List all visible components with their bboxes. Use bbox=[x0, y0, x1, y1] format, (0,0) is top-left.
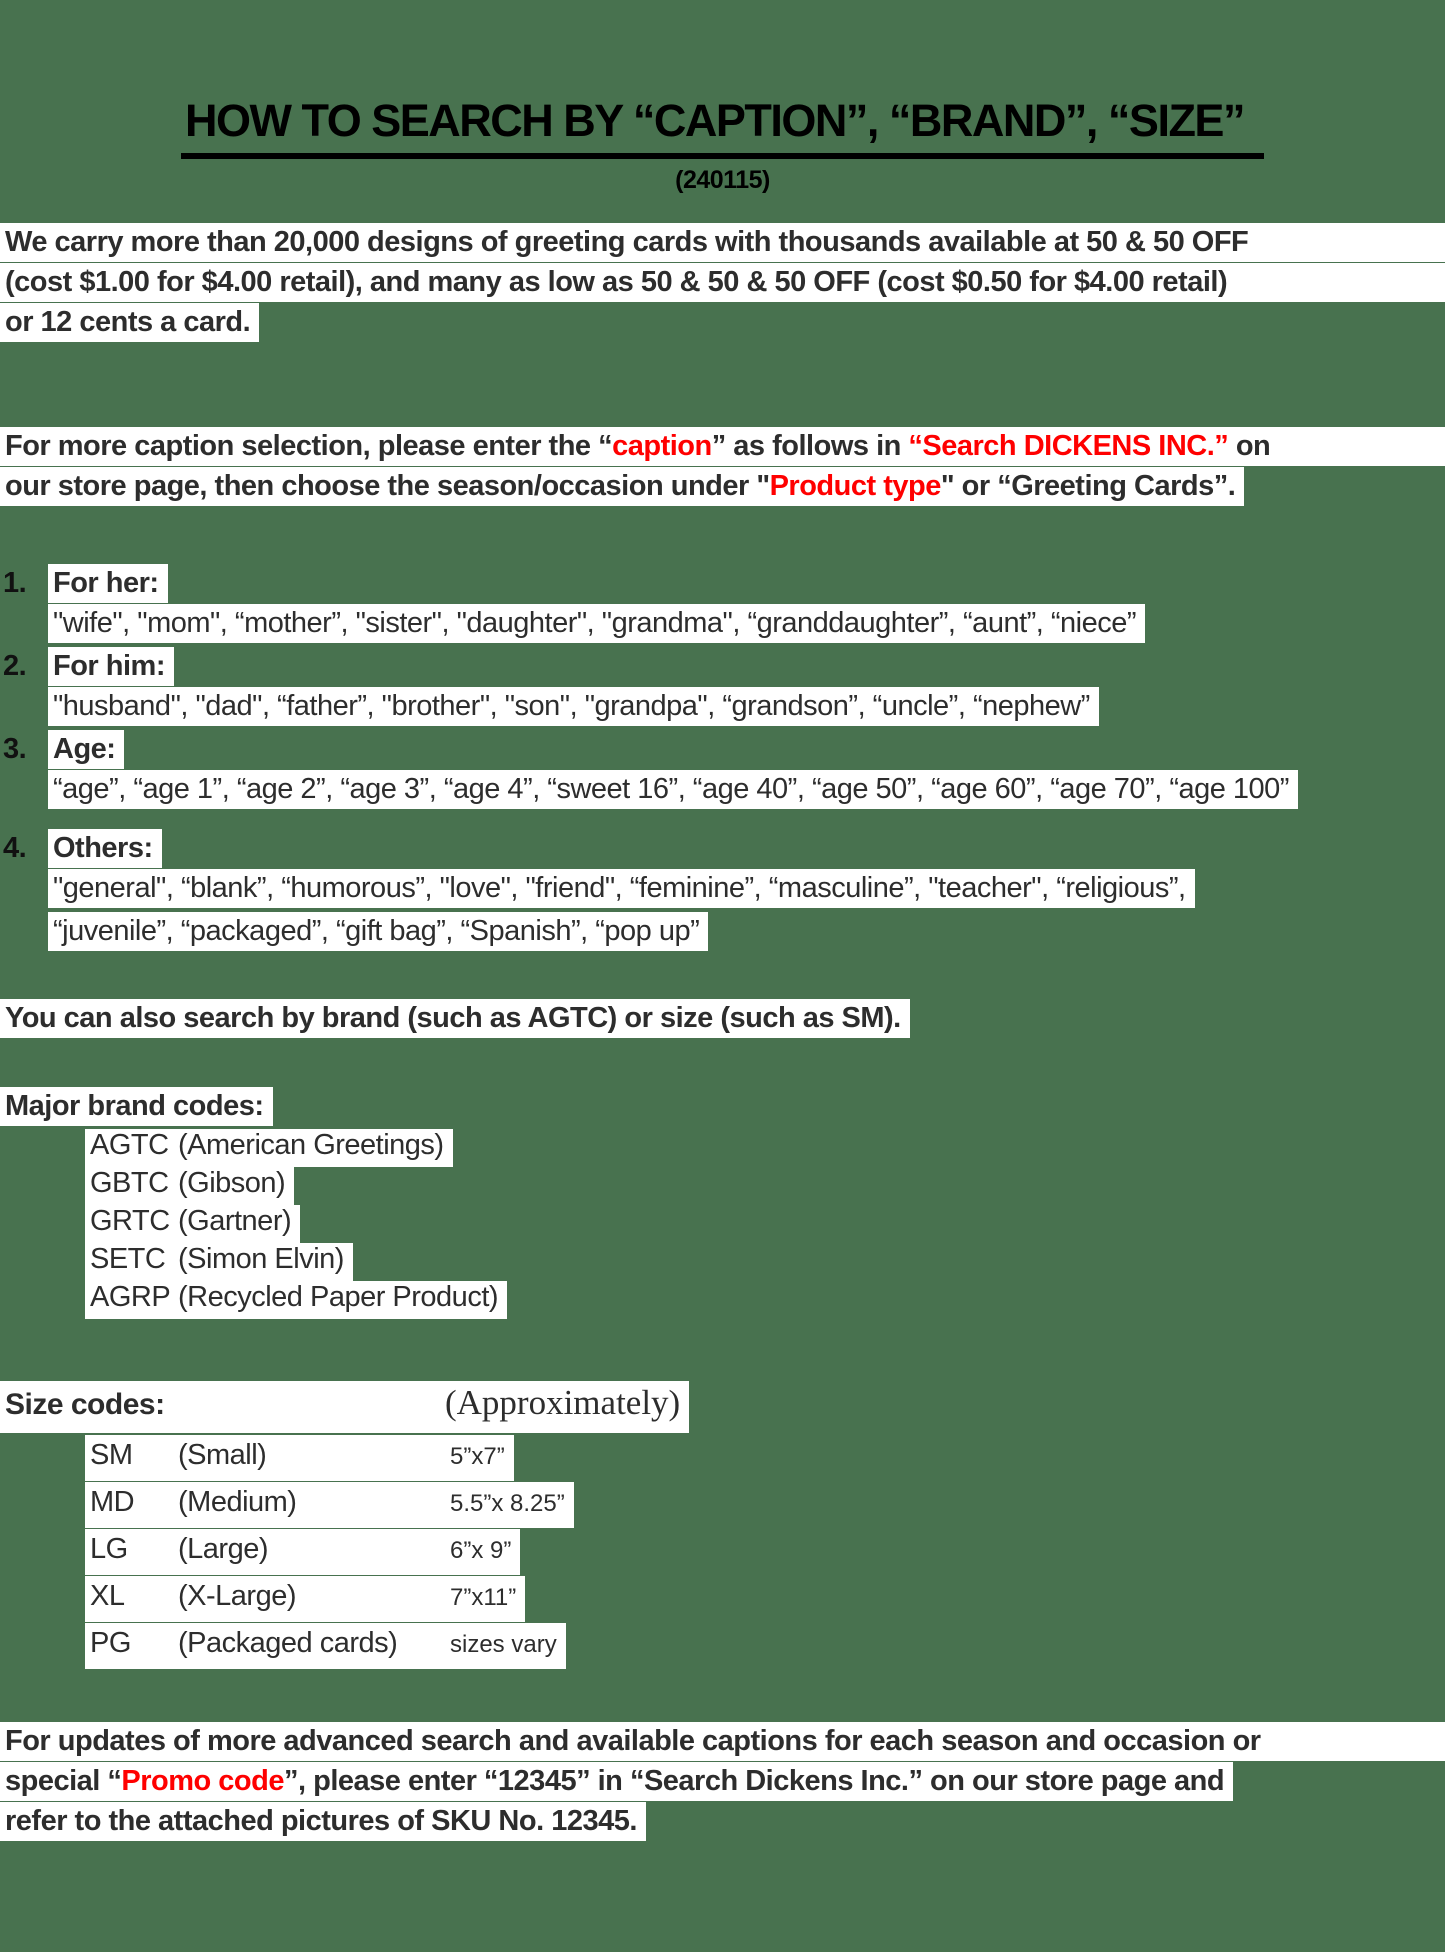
size-cell bbox=[85, 1623, 566, 1669]
brand-row bbox=[85, 1243, 1445, 1281]
promo-code-line bbox=[0, 1762, 1445, 1802]
size-dimensions: 5.5”x 8.25” bbox=[450, 1490, 565, 1517]
brand-cell bbox=[85, 1281, 507, 1319]
caption-keywords: “juvenile”, “packaged”, “gift bag”, “Spanish”, “pop up” bbox=[48, 912, 708, 951]
size-dimensions: 5”x7” bbox=[450, 1443, 505, 1470]
size-dimensions: sizes vary bbox=[450, 1631, 557, 1658]
brand-name: (American Greetings) bbox=[178, 1129, 444, 1161]
intro-line-text: We carry more than 20,000 designs of greeting cards with thousands available at 50 & 50 OFF bbox=[0, 223, 1445, 262]
caption-keywords-row bbox=[48, 770, 1445, 813]
caption-keywords-row bbox=[48, 604, 1445, 647]
list-item-header bbox=[0, 564, 1445, 604]
size-code: LG bbox=[90, 1533, 128, 1565]
size-row bbox=[85, 1529, 1445, 1576]
caption-keywords-row bbox=[48, 912, 1445, 955]
brand-codes-heading-row bbox=[0, 1087, 1445, 1127]
size-code: SM bbox=[90, 1439, 133, 1471]
size-codes-heading-row bbox=[0, 1381, 1445, 1434]
caption-instructions-paragraph bbox=[0, 427, 1445, 507]
brand-name: (Recycled Paper Product) bbox=[178, 1281, 499, 1313]
list-number: 4. bbox=[3, 832, 27, 864]
size-row bbox=[85, 1576, 1445, 1623]
size-name: (Large) bbox=[178, 1533, 268, 1565]
intro-line-text: or 12 cents a card. bbox=[0, 303, 259, 342]
list-item-header bbox=[0, 730, 1445, 770]
brand-cell bbox=[85, 1243, 353, 1281]
size-row bbox=[85, 1435, 1445, 1482]
caption-instructions-line bbox=[0, 427, 1445, 466]
list-number: 1. bbox=[3, 567, 27, 599]
size-codes-heading: Size codes: bbox=[5, 1388, 165, 1421]
brand-size-search-note-text: You can also search by brand (such as AGTC) or size (such as SM). bbox=[0, 999, 910, 1038]
brand-row bbox=[85, 1129, 1445, 1167]
size-name: (Packaged cards) bbox=[178, 1627, 398, 1659]
list-number: 3. bbox=[3, 733, 27, 765]
size-row bbox=[85, 1482, 1445, 1529]
brand-code: GBTC bbox=[90, 1167, 169, 1199]
brand-code: GRTC bbox=[90, 1205, 170, 1237]
size-code: XL bbox=[90, 1580, 125, 1612]
list-item-for-him bbox=[0, 647, 1445, 730]
caption-instructions-text: our store page, then choose the season/occasion under "Product type" or “Greeting Cards”. bbox=[0, 467, 1244, 506]
size-name: (X-Large) bbox=[178, 1580, 296, 1612]
caption-keywords-row bbox=[48, 687, 1445, 730]
list-number: 2. bbox=[3, 650, 27, 682]
size-cell bbox=[85, 1435, 514, 1481]
list-item-age bbox=[0, 730, 1445, 813]
brand-row bbox=[85, 1281, 1445, 1319]
size-name: (Small) bbox=[178, 1439, 267, 1471]
list-item-others bbox=[0, 829, 1445, 955]
intro-line-text: (cost $1.00 for $4.00 retail), and many as low as 50 & 50 & 50 OFF (cost $0.50 for $4.00 retail) bbox=[0, 263, 1445, 302]
caption-instructions-text: For more caption selection, please enter the “caption” as follows in “Search DICKENS INC.” on bbox=[0, 427, 1445, 466]
intro-line bbox=[0, 223, 1445, 262]
brand-cell bbox=[85, 1129, 453, 1167]
list-item-for-her bbox=[0, 564, 1445, 647]
caption-keywords: "general", “blank”, “humorous”, "love", "friend", “feminine”, “masculine”, "teacher", “religious”, bbox=[48, 869, 1195, 908]
size-cell bbox=[85, 1482, 574, 1528]
brand-code: AGTC bbox=[90, 1129, 169, 1161]
list-item-header bbox=[0, 647, 1445, 687]
caption-category-list bbox=[0, 564, 1445, 955]
list-label: For her: bbox=[48, 564, 168, 603]
size-cell bbox=[85, 1576, 525, 1622]
size-approx-note: (Approximately) bbox=[445, 1383, 681, 1422]
caption-instructions-line bbox=[0, 467, 1445, 507]
size-code: MD bbox=[90, 1486, 135, 1518]
size-row bbox=[85, 1623, 1445, 1670]
caption-keywords: "wife", "mom", “mother”, "sister", "daughter", "grandma", “granddaughter”, “aunt”, “niece” bbox=[48, 604, 1145, 643]
brand-row bbox=[85, 1205, 1445, 1243]
brand-name: (Simon Elvin) bbox=[178, 1243, 344, 1275]
brand-cell bbox=[85, 1205, 300, 1243]
brand-name: (Gibson) bbox=[178, 1167, 286, 1199]
page-title: HOW TO SEARCH BY “CAPTION”, “BRAND”, “SIZE” bbox=[181, 95, 1264, 159]
list-label: Age: bbox=[48, 730, 124, 769]
list-label: Others: bbox=[48, 829, 162, 868]
promo-code-paragraph bbox=[0, 1722, 1445, 1842]
caption-keywords: "husband", "dad", “father”, "brother", "son", "grandpa", “grandson”, “uncle”, “nephew” bbox=[48, 687, 1099, 726]
caption-keywords: “age”, “age 1”, “age 2”, “age 3”, “age 4”, “sweet 16”, “age 40”, “age 50”, “age 60”, “age 70”, “age 100” bbox=[48, 770, 1298, 809]
intro-line bbox=[0, 263, 1445, 302]
brand-row bbox=[85, 1167, 1445, 1205]
brand-name: (Gartner) bbox=[178, 1205, 292, 1237]
promo-code-line bbox=[0, 1802, 1445, 1842]
promo-code-text: For updates of more advanced search and available captions for each season and occasion or bbox=[0, 1722, 1445, 1761]
promo-code-text: refer to the attached pictures of SKU No. 12345. bbox=[0, 1802, 646, 1841]
brand-codes-table bbox=[0, 1129, 1445, 1319]
intro-paragraph bbox=[0, 223, 1445, 343]
size-code: PG bbox=[90, 1627, 131, 1659]
size-name: (Medium) bbox=[178, 1486, 297, 1518]
size-codes-table bbox=[0, 1435, 1445, 1670]
size-dimensions: 7”x11” bbox=[450, 1584, 517, 1611]
list-label: For him: bbox=[48, 647, 174, 686]
size-codes-heading-cell bbox=[0, 1381, 689, 1433]
brand-codes-heading: Major brand codes: bbox=[0, 1087, 273, 1126]
revision-code: (240115) bbox=[675, 166, 770, 194]
brand-code: SETC bbox=[90, 1243, 166, 1275]
brand-size-search-note bbox=[0, 999, 1445, 1039]
size-cell bbox=[85, 1529, 520, 1575]
promo-code-line bbox=[0, 1722, 1445, 1761]
size-dimensions: 6”x 9” bbox=[450, 1537, 512, 1564]
brand-cell bbox=[85, 1167, 294, 1205]
promo-code-text: special “Promo code”, please enter “12345” in “Search Dickens Inc.” on our store page and bbox=[0, 1762, 1233, 1801]
brand-code: AGRP bbox=[90, 1281, 171, 1313]
caption-keywords-row bbox=[48, 869, 1445, 912]
list-item-header bbox=[0, 829, 1445, 869]
intro-line bbox=[0, 303, 1445, 343]
document-title-block bbox=[181, 95, 1264, 195]
